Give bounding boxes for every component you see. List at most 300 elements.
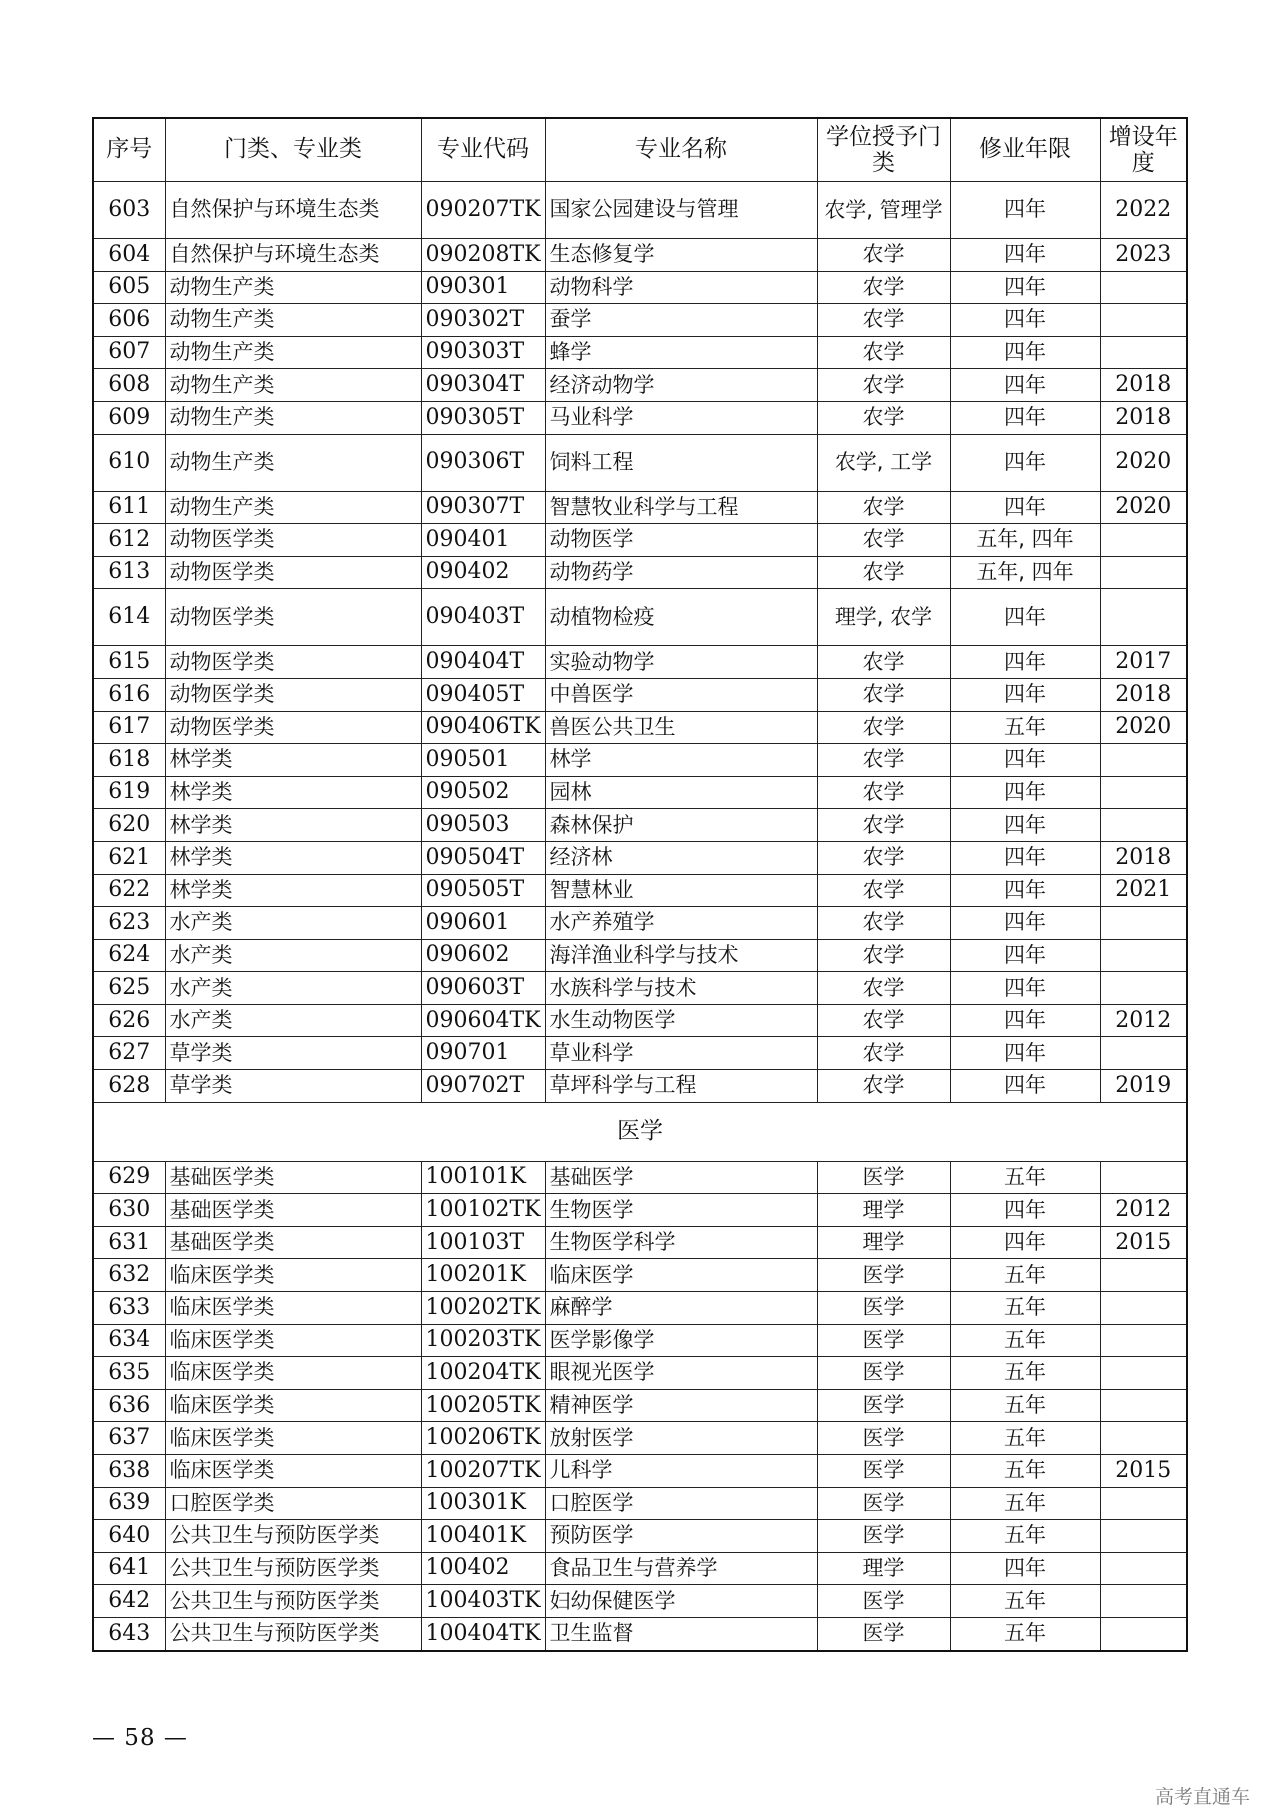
- cell-degree-category: 医学: [817, 1520, 950, 1553]
- cell-degree-category: 农学, 管理学: [817, 182, 950, 239]
- table-row: [93, 1357, 1187, 1390]
- cell-study-years: 四年: [950, 589, 1100, 646]
- cell-category: 林学类: [165, 809, 421, 842]
- table-row: [93, 1324, 1187, 1357]
- cell-category: 口腔医学类: [165, 1487, 421, 1520]
- table-row: [93, 972, 1187, 1005]
- cell-major-code: 100402: [421, 1552, 545, 1585]
- cell-major-code: 100205TK: [421, 1389, 545, 1422]
- cell-study-years: 四年: [950, 841, 1100, 874]
- cell-serial-number: 614: [93, 589, 165, 646]
- cell-degree-category: 医学: [817, 1357, 950, 1390]
- cell-year-added: [1100, 1520, 1187, 1553]
- cell-major-code: 090501: [421, 744, 545, 777]
- cell-serial-number: 613: [93, 556, 165, 589]
- cell-study-years: 五年: [950, 1324, 1100, 1357]
- cell-serial-number: 610: [93, 434, 165, 491]
- cell-major-code: 100202TK: [421, 1292, 545, 1325]
- table-row: [93, 1004, 1187, 1037]
- cell-serial-number: 632: [93, 1259, 165, 1292]
- cell-study-years: 五年: [950, 1357, 1100, 1390]
- cell-category: 临床医学类: [165, 1389, 421, 1422]
- table-row: [93, 1455, 1187, 1488]
- cell-degree-category: 农学: [817, 401, 950, 434]
- cell-study-years: 五年, 四年: [950, 524, 1100, 557]
- cell-year-added: [1100, 1389, 1187, 1422]
- table-row: [93, 809, 1187, 842]
- cell-category: 公共卫生与预防医学类: [165, 1520, 421, 1553]
- table-row: [93, 1037, 1187, 1070]
- cell-study-years: 五年: [950, 1389, 1100, 1422]
- cell-major-name: 生态修复学: [545, 239, 817, 272]
- cell-major-code: 090304T: [421, 369, 545, 402]
- cell-study-years: 四年: [950, 646, 1100, 679]
- cell-year-added: [1100, 271, 1187, 304]
- cell-degree-category: 农学: [817, 524, 950, 557]
- cell-study-years: 五年: [950, 1585, 1100, 1618]
- cell-year-added: 2015: [1100, 1226, 1187, 1259]
- cell-major-code: 090305T: [421, 401, 545, 434]
- cell-year-added: [1100, 939, 1187, 972]
- cell-degree-category: 农学: [817, 491, 950, 524]
- cell-serial-number: 629: [93, 1161, 165, 1194]
- cell-degree-category: 理学: [817, 1194, 950, 1227]
- cell-category: 动物医学类: [165, 646, 421, 679]
- table-row: [93, 304, 1187, 337]
- cell-serial-number: 628: [93, 1070, 165, 1103]
- cell-degree-category: 农学: [817, 556, 950, 589]
- cell-category: 公共卫生与预防医学类: [165, 1617, 421, 1650]
- cell-study-years: 四年: [950, 907, 1100, 940]
- cell-degree-category: 农学: [817, 809, 950, 842]
- cell-year-added: 2017: [1100, 646, 1187, 679]
- cell-major-code: 100403TK: [421, 1585, 545, 1618]
- cell-degree-category: 农学: [817, 336, 950, 369]
- header-major-name: 专业名称: [545, 118, 817, 182]
- cell-study-years: 四年: [950, 972, 1100, 1005]
- cell-major-code: 100203TK: [421, 1324, 545, 1357]
- cell-year-added: [1100, 809, 1187, 842]
- cell-year-added: [1100, 1259, 1187, 1292]
- cell-category: 动物医学类: [165, 711, 421, 744]
- cell-study-years: 四年: [950, 939, 1100, 972]
- cell-category: 动物生产类: [165, 491, 421, 524]
- cell-study-years: 四年: [950, 744, 1100, 777]
- table-row: [93, 1422, 1187, 1455]
- cell-study-years: 五年: [950, 1161, 1100, 1194]
- cell-major-name: 眼视光医学: [545, 1357, 817, 1390]
- cell-study-years: 四年: [950, 1037, 1100, 1070]
- cell-year-added: [1100, 1161, 1187, 1194]
- cell-major-name: 生物医学: [545, 1194, 817, 1227]
- cell-serial-number: 639: [93, 1487, 165, 1520]
- table-row: [93, 1194, 1187, 1227]
- cell-major-code: 090602: [421, 939, 545, 972]
- cell-major-name: 动物药学: [545, 556, 817, 589]
- cell-serial-number: 606: [93, 304, 165, 337]
- cell-serial-number: 607: [93, 336, 165, 369]
- cell-major-name: 卫生监督: [545, 1617, 817, 1650]
- cell-year-added: [1100, 972, 1187, 1005]
- cell-study-years: 四年: [950, 239, 1100, 272]
- header-major-code: 专业代码: [421, 118, 545, 182]
- cell-year-added: [1100, 1037, 1187, 1070]
- cell-major-code: 100101K: [421, 1161, 545, 1194]
- cell-category: 水产类: [165, 907, 421, 940]
- cell-category: 临床医学类: [165, 1422, 421, 1455]
- cell-major-name: 马业科学: [545, 401, 817, 434]
- cell-category: 动物生产类: [165, 271, 421, 304]
- cell-major-name: 园林: [545, 776, 817, 809]
- cell-degree-category: 医学: [817, 1422, 950, 1455]
- cell-major-name: 饲料工程: [545, 434, 817, 491]
- cell-degree-category: 医学: [817, 1455, 950, 1488]
- cell-serial-number: 612: [93, 524, 165, 557]
- cell-study-years: 五年: [950, 1487, 1100, 1520]
- table-row: [93, 589, 1187, 646]
- cell-major-name: 动物科学: [545, 271, 817, 304]
- cell-degree-category: 农学: [817, 678, 950, 711]
- header-degree-category: 学位授予门类: [817, 118, 950, 182]
- cell-category: 水产类: [165, 1004, 421, 1037]
- cell-major-code: 100103T: [421, 1226, 545, 1259]
- cell-study-years: 五年: [950, 1292, 1100, 1325]
- cell-serial-number: 603: [93, 182, 165, 239]
- header-study-years: 修业年限: [950, 118, 1100, 182]
- cell-serial-number: 638: [93, 1455, 165, 1488]
- cell-year-added: [1100, 556, 1187, 589]
- cell-category: 动物生产类: [165, 434, 421, 491]
- cell-year-added: 2012: [1100, 1194, 1187, 1227]
- cell-major-name: 水产养殖学: [545, 907, 817, 940]
- cell-category: 临床医学类: [165, 1324, 421, 1357]
- table-row: [93, 434, 1187, 491]
- majors-table: [92, 117, 1188, 1652]
- cell-year-added: [1100, 1324, 1187, 1357]
- cell-major-code: 090404T: [421, 646, 545, 679]
- cell-category: 动物生产类: [165, 304, 421, 337]
- cell-major-name: 妇幼保健医学: [545, 1585, 817, 1618]
- cell-major-name: 放射医学: [545, 1422, 817, 1455]
- watermark-text: 高考直通车: [1154, 1786, 1250, 1808]
- cell-year-added: [1100, 524, 1187, 557]
- cell-major-name: 水生动物医学: [545, 1004, 817, 1037]
- cell-category: 动物生产类: [165, 369, 421, 402]
- table-row: [93, 939, 1187, 972]
- cell-degree-category: 农学, 工学: [817, 434, 950, 491]
- cell-serial-number: 634: [93, 1324, 165, 1357]
- cell-serial-number: 641: [93, 1552, 165, 1585]
- cell-serial-number: 627: [93, 1037, 165, 1070]
- cell-year-added: 2012: [1100, 1004, 1187, 1037]
- table-row: [93, 776, 1187, 809]
- table-row: [93, 1259, 1187, 1292]
- cell-category: 自然保护与环境生态类: [165, 239, 421, 272]
- cell-degree-category: 农学: [817, 907, 950, 940]
- cell-major-name: 森林保护: [545, 809, 817, 842]
- cell-category: 公共卫生与预防医学类: [165, 1585, 421, 1618]
- cell-category: 临床医学类: [165, 1292, 421, 1325]
- cell-year-added: 2020: [1100, 491, 1187, 524]
- cell-major-code: 090405T: [421, 678, 545, 711]
- cell-serial-number: 619: [93, 776, 165, 809]
- cell-major-name: 生物医学科学: [545, 1226, 817, 1259]
- cell-serial-number: 616: [93, 678, 165, 711]
- cell-major-name: 临床医学: [545, 1259, 817, 1292]
- cell-major-code: 090402: [421, 556, 545, 589]
- cell-study-years: 四年: [950, 678, 1100, 711]
- cell-serial-number: 643: [93, 1617, 165, 1650]
- cell-major-name: 动植物检疫: [545, 589, 817, 646]
- cell-study-years: 四年: [950, 369, 1100, 402]
- cell-major-code: 090505T: [421, 874, 545, 907]
- cell-year-added: 2015: [1100, 1455, 1187, 1488]
- cell-major-name: 儿科学: [545, 1455, 817, 1488]
- table-row: [93, 678, 1187, 711]
- cell-year-added: 2023: [1100, 239, 1187, 272]
- cell-major-code: 090702T: [421, 1070, 545, 1103]
- cell-major-code: 090306T: [421, 434, 545, 491]
- cell-degree-category: 医学: [817, 1585, 950, 1618]
- cell-serial-number: 615: [93, 646, 165, 679]
- cell-major-name: 智慧牧业科学与工程: [545, 491, 817, 524]
- cell-serial-number: 625: [93, 972, 165, 1005]
- cell-year-added: [1100, 1617, 1187, 1650]
- cell-degree-category: 医学: [817, 1161, 950, 1194]
- cell-major-name: 水族科学与技术: [545, 972, 817, 1005]
- cell-degree-category: 理学: [817, 1552, 950, 1585]
- cell-degree-category: 农学: [817, 1070, 950, 1103]
- cell-year-added: 2022: [1100, 182, 1187, 239]
- cell-major-name: 海洋渔业科学与技术: [545, 939, 817, 972]
- cell-degree-category: 农学: [817, 711, 950, 744]
- cell-degree-category: 医学: [817, 1389, 950, 1422]
- cell-serial-number: 623: [93, 907, 165, 940]
- cell-degree-category: 理学: [817, 1226, 950, 1259]
- table-row: [93, 1552, 1187, 1585]
- cell-major-code: 090302T: [421, 304, 545, 337]
- cell-study-years: 四年: [950, 1070, 1100, 1103]
- cell-year-added: [1100, 1292, 1187, 1325]
- cell-major-name: 经济动物学: [545, 369, 817, 402]
- section-title: 医学: [93, 1102, 1187, 1161]
- cell-year-added: [1100, 1585, 1187, 1618]
- cell-year-added: [1100, 776, 1187, 809]
- table-header: [93, 118, 1187, 182]
- cell-study-years: 四年: [950, 304, 1100, 337]
- cell-study-years: 四年: [950, 336, 1100, 369]
- table-row: [93, 369, 1187, 402]
- cell-major-name: 口腔医学: [545, 1487, 817, 1520]
- cell-major-name: 动物医学: [545, 524, 817, 557]
- page-number: — 58 —: [92, 1725, 188, 1751]
- table-row: [93, 1585, 1187, 1618]
- section-row: [93, 1102, 1187, 1161]
- cell-serial-number: 636: [93, 1389, 165, 1422]
- cell-major-code: 090303T: [421, 336, 545, 369]
- table-row: [93, 1226, 1187, 1259]
- table-row: [93, 1161, 1187, 1194]
- cell-category: 基础医学类: [165, 1161, 421, 1194]
- table-row: [93, 1617, 1187, 1650]
- cell-year-added: [1100, 336, 1187, 369]
- cell-major-code: 100401K: [421, 1520, 545, 1553]
- cell-major-code: 090503: [421, 809, 545, 842]
- cell-major-name: 智慧林业: [545, 874, 817, 907]
- cell-year-added: [1100, 907, 1187, 940]
- table-row: [93, 239, 1187, 272]
- cell-study-years: 四年: [950, 809, 1100, 842]
- cell-year-added: 2018: [1100, 678, 1187, 711]
- cell-serial-number: 608: [93, 369, 165, 402]
- cell-year-added: [1100, 304, 1187, 337]
- cell-degree-category: 农学: [817, 744, 950, 777]
- cell-serial-number: 617: [93, 711, 165, 744]
- cell-major-code: 090406TK: [421, 711, 545, 744]
- cell-degree-category: 农学: [817, 304, 950, 337]
- cell-major-name: 麻醉学: [545, 1292, 817, 1325]
- cell-category: 基础医学类: [165, 1226, 421, 1259]
- table-row: [93, 1389, 1187, 1422]
- cell-major-name: 医学影像学: [545, 1324, 817, 1357]
- cell-major-name: 草业科学: [545, 1037, 817, 1070]
- table-row: [93, 491, 1187, 524]
- cell-year-added: [1100, 1357, 1187, 1390]
- cell-category: 林学类: [165, 874, 421, 907]
- cell-category: 临床医学类: [165, 1357, 421, 1390]
- cell-degree-category: 农学: [817, 369, 950, 402]
- cell-category: 林学类: [165, 841, 421, 874]
- cell-study-years: 四年: [950, 1004, 1100, 1037]
- cell-serial-number: 631: [93, 1226, 165, 1259]
- cell-major-code: 090403T: [421, 589, 545, 646]
- table-row: [93, 1520, 1187, 1553]
- cell-serial-number: 621: [93, 841, 165, 874]
- table-row: [93, 182, 1187, 239]
- table-row: [93, 907, 1187, 940]
- cell-major-code: 100207TK: [421, 1455, 545, 1488]
- cell-degree-category: 农学: [817, 239, 950, 272]
- cell-category: 动物医学类: [165, 678, 421, 711]
- cell-major-name: 草坪科学与工程: [545, 1070, 817, 1103]
- cell-major-name: 精神医学: [545, 1389, 817, 1422]
- cell-year-added: [1100, 589, 1187, 646]
- cell-study-years: 四年: [950, 182, 1100, 239]
- cell-serial-number: 626: [93, 1004, 165, 1037]
- cell-major-code: 100404TK: [421, 1617, 545, 1650]
- cell-major-code: 090307T: [421, 491, 545, 524]
- cell-major-code: 090601: [421, 907, 545, 940]
- cell-study-years: 五年: [950, 1422, 1100, 1455]
- cell-major-name: 蚕学: [545, 304, 817, 337]
- cell-year-added: 2018: [1100, 841, 1187, 874]
- cell-major-name: 基础医学: [545, 1161, 817, 1194]
- table-row: [93, 841, 1187, 874]
- cell-year-added: 2020: [1100, 434, 1187, 491]
- cell-serial-number: 618: [93, 744, 165, 777]
- cell-category: 水产类: [165, 939, 421, 972]
- cell-major-name: 预防医学: [545, 1520, 817, 1553]
- cell-category: 动物医学类: [165, 524, 421, 557]
- cell-major-code: 090604TK: [421, 1004, 545, 1037]
- cell-degree-category: 医学: [817, 1259, 950, 1292]
- cell-degree-category: 农学: [817, 972, 950, 1005]
- cell-serial-number: 635: [93, 1357, 165, 1390]
- cell-degree-category: 农学: [817, 841, 950, 874]
- cell-year-added: 2021: [1100, 874, 1187, 907]
- cell-category: 自然保护与环境生态类: [165, 182, 421, 239]
- cell-year-added: [1100, 1487, 1187, 1520]
- table-row: [93, 401, 1187, 434]
- cell-year-added: [1100, 744, 1187, 777]
- cell-category: 草学类: [165, 1070, 421, 1103]
- table-row: [93, 336, 1187, 369]
- cell-major-name: 食品卫生与营养学: [545, 1552, 817, 1585]
- cell-category: 基础医学类: [165, 1194, 421, 1227]
- table-row: [93, 524, 1187, 557]
- cell-degree-category: 医学: [817, 1324, 950, 1357]
- cell-category: 动物医学类: [165, 589, 421, 646]
- cell-study-years: 四年: [950, 874, 1100, 907]
- cell-major-code: 090502: [421, 776, 545, 809]
- cell-study-years: 五年: [950, 711, 1100, 744]
- cell-category: 水产类: [165, 972, 421, 1005]
- cell-study-years: 五年: [950, 1520, 1100, 1553]
- cell-major-code: 100204TK: [421, 1357, 545, 1390]
- cell-year-added: 2018: [1100, 401, 1187, 434]
- cell-serial-number: 611: [93, 491, 165, 524]
- cell-study-years: 四年: [950, 271, 1100, 304]
- cell-serial-number: 604: [93, 239, 165, 272]
- cell-study-years: 四年: [950, 1226, 1100, 1259]
- cell-degree-category: 农学: [817, 646, 950, 679]
- table-row: [93, 1487, 1187, 1520]
- cell-study-years: 四年: [950, 776, 1100, 809]
- cell-degree-category: 农学: [817, 939, 950, 972]
- cell-major-code: 100301K: [421, 1487, 545, 1520]
- cell-study-years: 五年, 四年: [950, 556, 1100, 589]
- table-body: [93, 182, 1187, 1651]
- cell-major-code: 090701: [421, 1037, 545, 1070]
- cell-degree-category: 农学: [817, 776, 950, 809]
- cell-study-years: 四年: [950, 1194, 1100, 1227]
- cell-major-name: 中兽医学: [545, 678, 817, 711]
- cell-major-name: 蜂学: [545, 336, 817, 369]
- cell-serial-number: 633: [93, 1292, 165, 1325]
- cell-category: 临床医学类: [165, 1259, 421, 1292]
- cell-major-name: 实验动物学: [545, 646, 817, 679]
- cell-study-years: 四年: [950, 491, 1100, 524]
- cell-major-name: 经济林: [545, 841, 817, 874]
- cell-major-code: 100102TK: [421, 1194, 545, 1227]
- cell-category: 林学类: [165, 744, 421, 777]
- cell-category: 动物生产类: [165, 336, 421, 369]
- cell-major-name: 林学: [545, 744, 817, 777]
- cell-serial-number: 609: [93, 401, 165, 434]
- table-row: [93, 1070, 1187, 1103]
- header-category: 门类、专业类: [165, 118, 421, 182]
- cell-serial-number: 620: [93, 809, 165, 842]
- cell-degree-category: 农学: [817, 271, 950, 304]
- cell-major-code: 100206TK: [421, 1422, 545, 1455]
- cell-major-code: 090208TK: [421, 239, 545, 272]
- cell-major-code: 100201K: [421, 1259, 545, 1292]
- cell-serial-number: 642: [93, 1585, 165, 1618]
- cell-year-added: [1100, 1552, 1187, 1585]
- cell-degree-category: 农学: [817, 1037, 950, 1070]
- cell-degree-category: 医学: [817, 1617, 950, 1650]
- cell-study-years: 五年: [950, 1617, 1100, 1650]
